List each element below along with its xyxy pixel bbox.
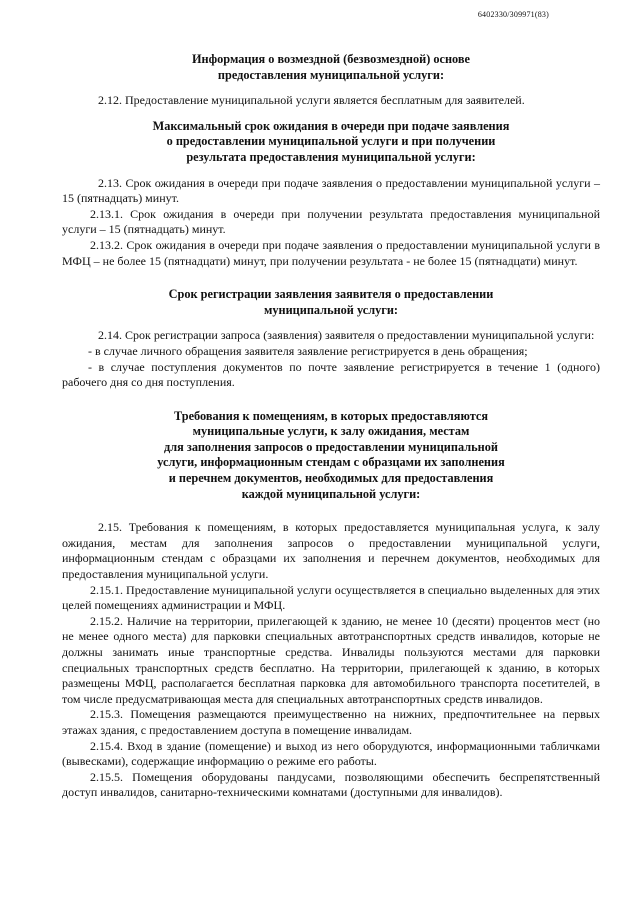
document-body — [62, 52, 600, 801]
section-heading-fee — [62, 52, 600, 83]
paragraph-2-13: 2.13. Срок ожидания в очереди при подаче заявления о предоставлении муниципальной услуги – 15 (пятнадцать) минут. — [62, 175, 600, 206]
heading-line: предоставления муниципальной услуги: — [217, 67, 445, 82]
paragraph-2-12: 2.12. Предоставление муниципальной услуги является бесплатным для заявителей. — [98, 93, 525, 108]
paragraph-2-15-3: 2.15.3. Помещения размещаются преимущественно на нижних, предпочтительнее на первых этажах здания, с предоставлением доступа в помещение инвалидам. — [62, 707, 600, 737]
paragraph-2-13-1: 2.13.1. Срок ожидания в очереди при получении результата предоставления муниципальной услуги – 15 (пятнадцать) минут. — [62, 206, 600, 237]
paragraph-2-15-5: 2.15.5. Помещения оборудованы пандусами, позволяющими обеспечить беспрепятственный доступ инвалидов, санитарно-техническими комнатами (доступными для инвалидов). — [62, 769, 600, 800]
heading-line: для заполнения запросов о предоставлении муниципальной — [164, 439, 498, 454]
section-heading-premises — [62, 409, 600, 503]
heading-line: Требования к помещениям, в которых предоставляются — [174, 408, 488, 423]
heading-line: о предоставлении муниципальной услуги и при получении — [166, 134, 496, 149]
heading-line: услуги, информационным стендам с образцами их заполнения — [157, 455, 505, 470]
paragraph-2-15-1: 2.15.1. Предоставление муниципальной услуги осуществляется в специально выделенных для этих целей помещениях администрации и МФЦ. — [62, 582, 600, 613]
heading-line: муниципальные услуги, к залу ожидания, местам — [192, 424, 470, 439]
paragraph-2-14: 2.14. Срок регистрации запроса (заявления) заявителя о предоставлении муниципальной услуги: — [98, 328, 595, 343]
heading-line: каждой муниципальной услуги: — [241, 486, 421, 501]
section-heading-waiting-time — [62, 119, 600, 166]
heading-line: Срок регистрации заявления заявителя о предоставлении — [168, 287, 494, 302]
heading-line: Максимальный срок ожидания в очереди при подаче заявления — [152, 118, 510, 133]
heading-line: и перечнем документов, необходимых для предоставления — [168, 471, 494, 486]
paragraph-2-13-2: 2.13.2. Срок ожидания в очереди при подаче заявления о предоставлении муниципальной услуги в МФЦ – не более 15 (пятнадцати) минут, при получении результата - не более 15 (пятнадцати) минут. — [62, 237, 600, 268]
section-heading-registration — [62, 287, 600, 318]
list-item: - в случае поступления документов по почте заявление регистрируется в течение 1 (одного) рабочего дня со дня поступления. — [62, 359, 600, 390]
heading-line: результата предоставления муниципальной услуги: — [186, 149, 476, 164]
document-number: 6402330/309971(83) — [477, 10, 549, 19]
list-item: - в случае личного обращения заявителя заявление регистрируется в день обращения; — [88, 343, 528, 358]
paragraph-2-15-4: 2.15.4. Вход в здание (помещение) и выход из него оборудуются, информационными табличками (вывесками), содержащие информацию о режиме его работы. — [62, 738, 600, 769]
heading-line: Информация о возмездной (безвозмездной) основе — [191, 52, 470, 66]
paragraph-2-15: 2.15. Требования к помещениям, в которых предоставляется муниципальная услуга, к залу ожидания, местам для заполнения запросов о предоставлении муниципальной услуги, информационным стендам с образцами их заполнения и перечнем документов, необходимых для предоставления муниципальной услуги. — [62, 520, 600, 582]
paragraph-2-15-2: 2.15.2. Наличие на территории, прилегающей к зданию, не менее 10 (десяти) процентов мест (но не менее одного места) для парковки специальных автотранспортных средств инвалидов, которые не должны занимать иные транспортные средства. Инвалиды пользуются местами для парковки специальных транспортных средств бесплатно. На территории, прилегающей к зданию, в которых размещены МФЦ, располагается бесплатная парковка для автомобильного транспорта посетителей, в том числе предусматривающая места для специальных автотранспортных средств инвалидов. — [62, 613, 600, 706]
heading-line: муниципальной услуги: — [263, 302, 399, 317]
